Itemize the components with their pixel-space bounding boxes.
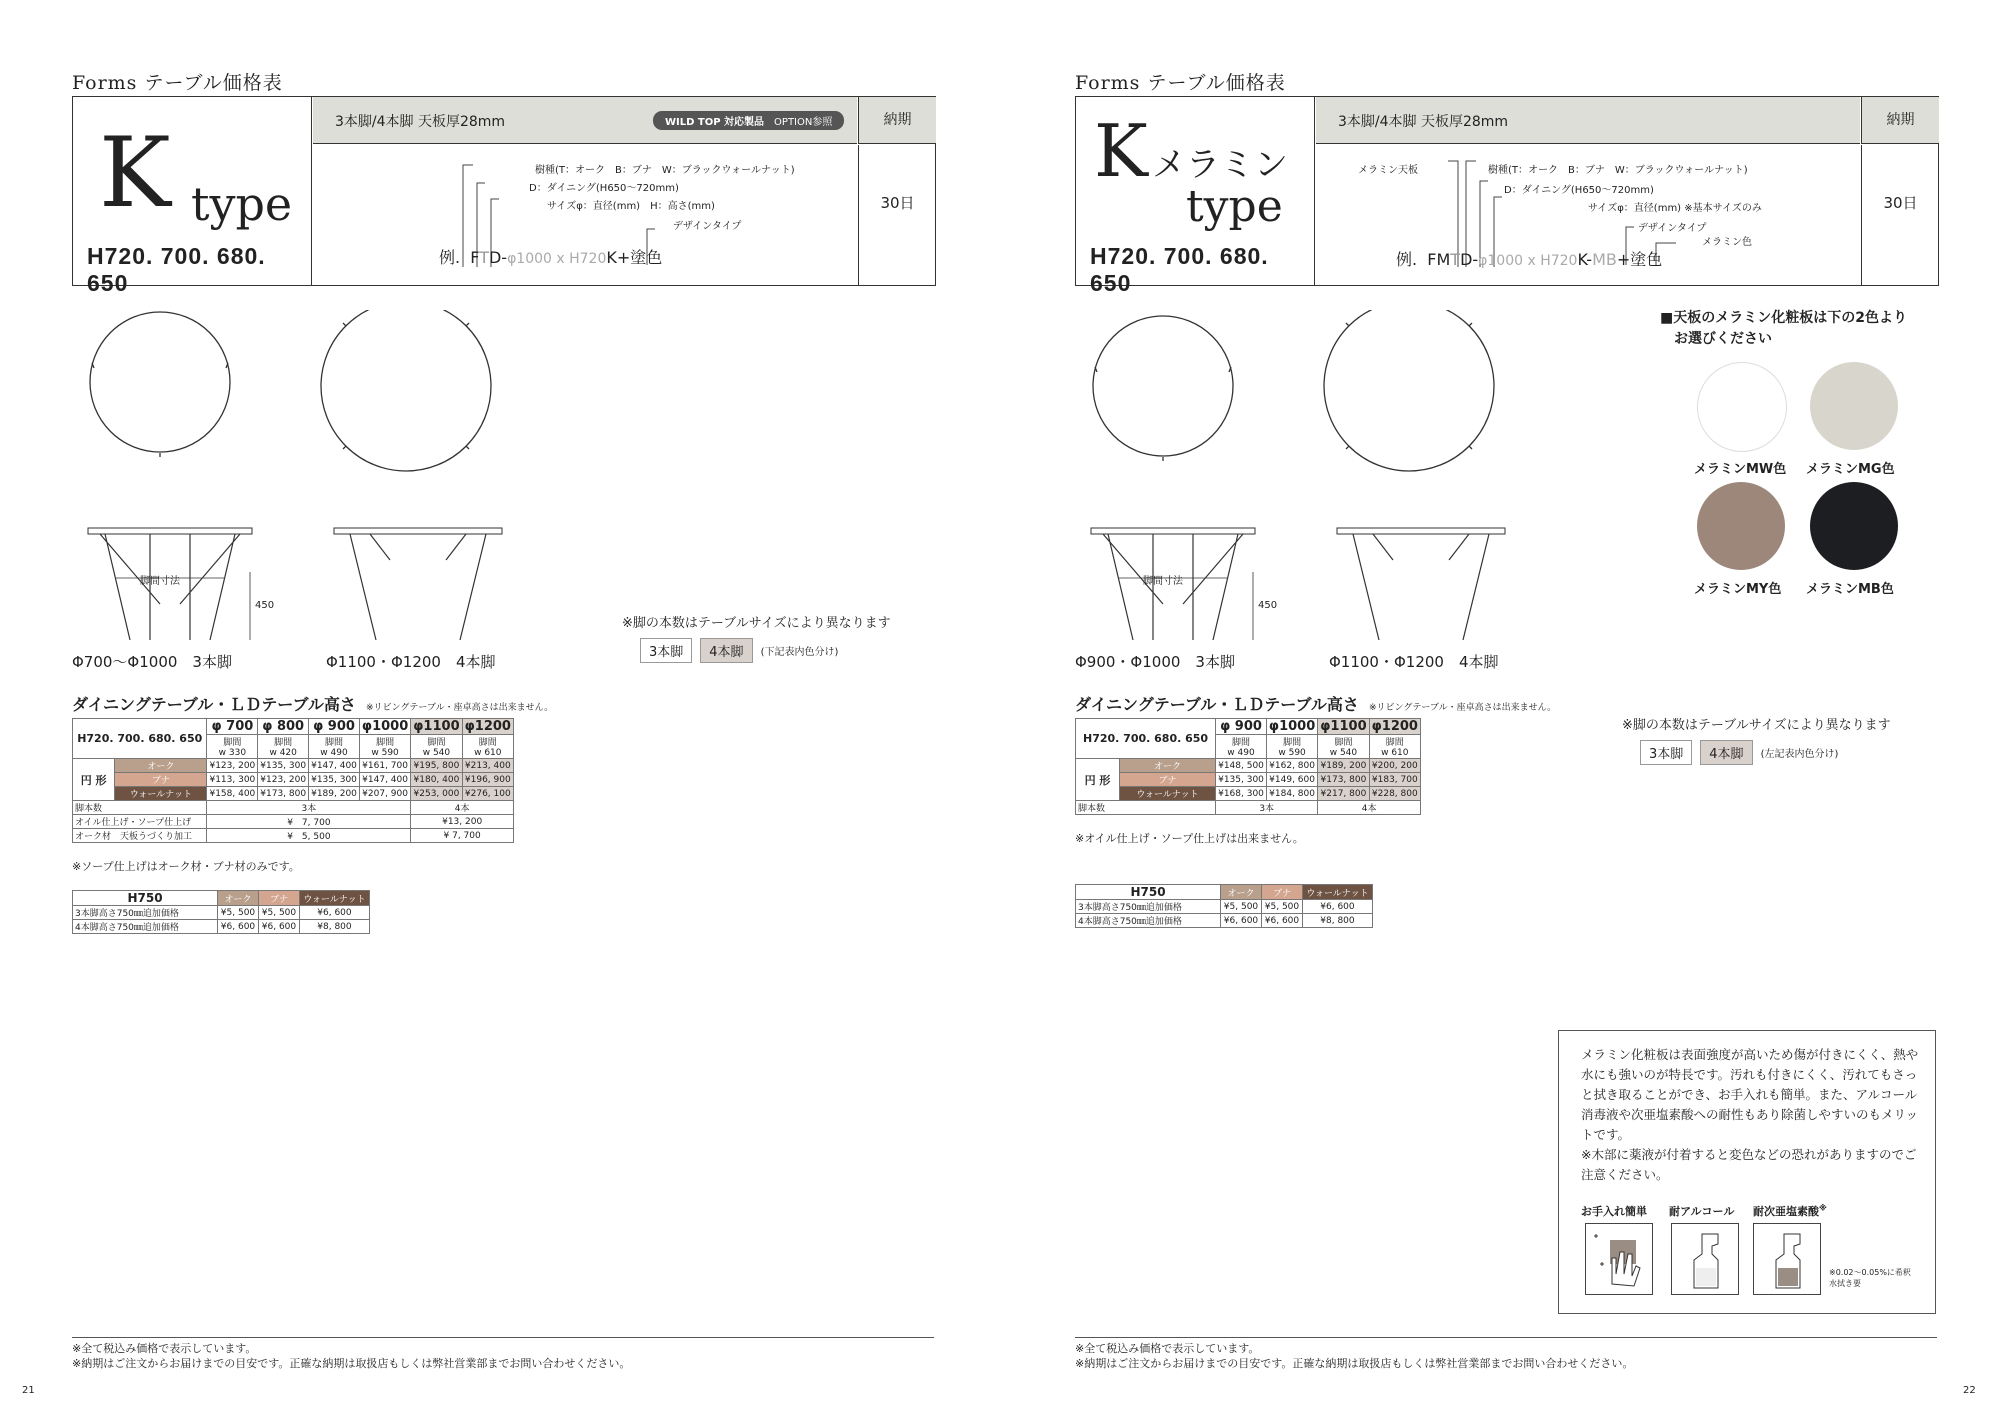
price-cell: ¥161, 700 bbox=[359, 759, 410, 773]
h750-title: H750 bbox=[1076, 885, 1221, 900]
size-header: φ1000 bbox=[1266, 719, 1317, 735]
height-list: H720. 700. 680. 650 bbox=[87, 243, 266, 296]
size-header: φ 700 bbox=[207, 719, 258, 735]
price-cell: ¥196, 900 bbox=[462, 773, 513, 787]
code-note-design: デザインタイプ bbox=[673, 221, 742, 232]
top-view-large bbox=[321, 310, 491, 471]
price-cell: ¥213, 400 bbox=[462, 759, 513, 773]
oil-label: オイル仕上げ・ソープ仕上げ bbox=[73, 815, 207, 829]
code-example: 例. FMTD-φ1000 x H720K-MB+塗色 bbox=[1396, 250, 1663, 269]
delivery-label: 納期 bbox=[1861, 97, 1939, 144]
wood-walnut: ウォールナット bbox=[1302, 885, 1372, 900]
legs-label: 脚本数 bbox=[73, 801, 207, 815]
code-note-size: サイズφ：直径(mm) ※基本サイズのみ bbox=[1588, 203, 1762, 214]
hypochlorous-spray-icon bbox=[1753, 1223, 1821, 1295]
price-cell: ¥168, 300 bbox=[1216, 787, 1267, 801]
price-cell: ¥135, 300 bbox=[258, 759, 309, 773]
footnotes-left: ※全て税込み価格で表示しています。 ※納期はご注文からお届けまでの目安です。正確な納期は取扱店もしくは弊社営業部までお問い合わせください。 bbox=[72, 1342, 631, 1370]
side-view-4leg bbox=[334, 528, 502, 640]
leg-legend bbox=[640, 638, 838, 663]
top-view-large bbox=[1324, 310, 1494, 471]
spec-bar bbox=[313, 97, 857, 144]
price-table-left bbox=[72, 718, 514, 843]
price-cell: ¥183, 700 bbox=[1369, 773, 1420, 787]
code-note-design: デザインタイプ bbox=[1638, 223, 1707, 234]
leg4-legend: 4本脚 bbox=[1700, 740, 1752, 765]
melamine-info-box bbox=[1558, 1030, 1936, 1314]
leg-count-note: ※脚の本数はテーブルサイズにより異なります bbox=[1622, 718, 1891, 733]
leg-gap-label: 脚間寸法 bbox=[140, 576, 180, 587]
h750-row-label: 4本脚高さ750㎜追加価格 bbox=[1076, 914, 1221, 928]
info-text: メラミン化粧板は表面強度が高いため傷が付きにくく、熱や水にも強いのが特長です。汚れも付きにくく、汚れてもさっと拭き取ることができ、お手入れも簡単。また、アルコール消毒液や次亜塩素酸への耐性もあり除菌しやすいのもメリットです。 ※木部に薬液が付着すると変色などの恐れがありますのでご注意ください。 bbox=[1581, 1047, 1919, 1182]
code-note-size: サイズφ：直径(mm) H：高さ(mm) bbox=[547, 201, 715, 212]
price-cell: ¥200, 200 bbox=[1369, 759, 1420, 773]
footer-rule-right bbox=[1075, 1337, 1937, 1338]
price-cell: ¥123, 200 bbox=[258, 773, 309, 787]
swatch-my bbox=[1697, 482, 1785, 570]
price-cell: ¥162, 800 bbox=[1266, 759, 1317, 773]
swatch-heading: ■天板のメラミン化粧板は下の2色より お選びください bbox=[1660, 310, 1907, 347]
wood-walnut: ウォールナット bbox=[299, 891, 369, 906]
delivery-value: 30日 bbox=[1861, 145, 1939, 285]
melamine-top-label: メラミン天板 bbox=[1358, 165, 1418, 176]
price-cell: ¥173, 800 bbox=[1318, 773, 1369, 787]
price-cell: ¥147, 400 bbox=[359, 773, 410, 787]
size-header: φ1000 bbox=[359, 719, 410, 735]
caption-4leg: Φ1100・Φ1200 4本脚 bbox=[326, 653, 496, 671]
price-cell: ¥276, 100 bbox=[462, 787, 513, 801]
delivery-value: 30日 bbox=[858, 145, 936, 285]
legs-label: 脚本数 bbox=[1076, 801, 1216, 815]
height-list: H720. 700. 680. 650 bbox=[1090, 243, 1269, 296]
leg-gap-cell: 脚間 w 420 bbox=[258, 735, 309, 759]
wood-walnut: ウォールナット bbox=[1120, 787, 1216, 801]
leg-gap-cell: 脚間 w 490 bbox=[309, 735, 360, 759]
price-cell: ¥184, 800 bbox=[1266, 787, 1317, 801]
leg-count-note: ※脚の本数はテーブルサイズにより異なります bbox=[622, 616, 891, 631]
leg4-legend: 4本脚 bbox=[700, 638, 752, 663]
wood-oak: オーク bbox=[1221, 885, 1262, 900]
type-letter: K bbox=[99, 117, 171, 229]
info-label: お手入れ簡単 bbox=[1581, 1205, 1647, 1218]
price-cell: ¥253, 000 bbox=[411, 787, 462, 801]
shape-cell: 円 形 bbox=[1076, 759, 1120, 801]
page-title-right: Forms テーブル価格表 bbox=[1075, 72, 1286, 94]
wild-top-badge: WILD TOP 対応製品 OPTION参照 bbox=[653, 111, 844, 130]
table-heading-left: ダイニングテーブル・ＬＤテーブル高さ ※リビングテーブル・座卓高さは出来ません。 bbox=[72, 695, 554, 714]
swatch-mb bbox=[1810, 482, 1898, 570]
leg-gap-cell: 脚間 w 540 bbox=[1318, 735, 1369, 759]
wood-oak: オーク bbox=[1120, 759, 1216, 773]
top-view-small bbox=[90, 312, 230, 457]
code-note-dining: D：ダイニング(H650〜720mm) bbox=[1504, 185, 1654, 196]
wood-beech: ブナ bbox=[1120, 773, 1216, 787]
swatch-label: メラミンMY色 bbox=[1694, 582, 1782, 597]
price-cell: ¥180, 400 bbox=[411, 773, 462, 787]
price-cell: ¥217, 800 bbox=[1318, 787, 1369, 801]
price-cell: ¥5, 500 bbox=[258, 906, 299, 920]
spec-text: 3本脚/4本脚 天板厚28mm bbox=[1338, 114, 1509, 130]
h750-row-label: 3本脚高さ750㎜追加価格 bbox=[1076, 900, 1221, 914]
size-header: φ1200 bbox=[1369, 719, 1420, 735]
type-word: type bbox=[1186, 181, 1283, 232]
table-corner: H720. 700. 680. 650 bbox=[1076, 719, 1216, 759]
wood-oak: オーク bbox=[115, 759, 207, 773]
wood-oak: オーク bbox=[218, 891, 259, 906]
size-header: φ 900 bbox=[309, 719, 360, 735]
table-drawings-left bbox=[80, 310, 530, 680]
size-header: φ1100 bbox=[411, 719, 462, 735]
price-cell: ¥148, 500 bbox=[1216, 759, 1267, 773]
height-450-label: 450 bbox=[1258, 600, 1278, 611]
caption-3leg: Φ900・Φ1000 3本脚 bbox=[1075, 653, 1235, 671]
type-block bbox=[1076, 97, 1315, 296]
swatch-label: メラミンMG色 bbox=[1806, 462, 1895, 477]
wood-beech: ブナ bbox=[1261, 885, 1302, 900]
footnotes-right: ※全て税込み価格で表示しています。 ※納期はご注文からお届けまでの目安です。正確な納期は取扱店もしくは弊社営業部までお問い合わせください。 bbox=[1075, 1342, 1634, 1370]
info-dilution-note: ※0.02〜0.05%に希釈 水拭き要 bbox=[1829, 1268, 1911, 1288]
price-cell: ¥6, 600 bbox=[1302, 900, 1372, 914]
price-cell: ¥189, 200 bbox=[309, 787, 360, 801]
swatch-label: メラミンMB色 bbox=[1806, 582, 1894, 597]
leg-legend bbox=[1640, 740, 1838, 765]
side-view-4leg bbox=[1337, 528, 1505, 640]
page-number-right: 22 bbox=[1963, 1385, 1976, 1396]
type-kana: メラミン bbox=[1152, 145, 1288, 185]
product-header-left bbox=[72, 96, 936, 296]
size-header: φ1200 bbox=[462, 719, 513, 735]
price-cell: ¥5, 500 bbox=[218, 906, 259, 920]
leg3-legend: 3本脚 bbox=[1640, 740, 1692, 765]
h750-row-label: 4本脚高さ750㎜追加価格 bbox=[73, 920, 218, 934]
table-corner: H720. 700. 680. 650 bbox=[73, 719, 207, 759]
price-cell: ¥8, 800 bbox=[299, 920, 369, 934]
legs-3: 3本 bbox=[207, 801, 411, 815]
h750-table-left bbox=[72, 890, 370, 934]
info-label: 耐アルコール bbox=[1669, 1205, 1735, 1218]
spec-text: 3本脚/4本脚 天板厚28mm bbox=[335, 114, 506, 130]
code-note-dining: D：ダイニング(H650〜720mm) bbox=[529, 183, 679, 194]
price-cell: ¥189, 200 bbox=[1318, 759, 1369, 773]
leg-gap-cell: 脚間 w 610 bbox=[462, 735, 513, 759]
oil-price-3: ¥ 7, 700 bbox=[207, 815, 411, 829]
size-header: φ 800 bbox=[258, 719, 309, 735]
h750-title: H750 bbox=[73, 891, 218, 906]
code-example: 例. FTD-φ1000 x H720K+塗色 bbox=[439, 248, 663, 267]
price-cell: ¥6, 600 bbox=[218, 920, 259, 934]
leg-gap-cell: 脚間 w 590 bbox=[359, 735, 410, 759]
page-number-left: 21 bbox=[22, 1385, 35, 1396]
wood-beech: ブナ bbox=[115, 773, 207, 787]
page-title-left: Forms テーブル価格表 bbox=[72, 72, 283, 94]
type-letter: K bbox=[1094, 109, 1148, 193]
price-cell: ¥135, 300 bbox=[309, 773, 360, 787]
price-cell: ¥8, 800 bbox=[1302, 914, 1372, 928]
price-cell: ¥228, 800 bbox=[1369, 787, 1420, 801]
price-cell: ¥5, 500 bbox=[1261, 900, 1302, 914]
leg-gap-label: 脚間寸法 bbox=[1143, 576, 1183, 587]
leg-gap-cell: 脚間 w 540 bbox=[411, 735, 462, 759]
table-drawings-right bbox=[1083, 310, 1533, 680]
oil-price-4: ¥13, 200 bbox=[411, 815, 514, 829]
price-cell: ¥6, 600 bbox=[299, 906, 369, 920]
h750-table-right bbox=[1075, 884, 1373, 928]
type-block bbox=[73, 97, 312, 296]
leg-legend-note: (左記表内色分け) bbox=[1760, 749, 1839, 760]
alcohol-spray-icon bbox=[1671, 1223, 1739, 1295]
caption-3leg: Φ700〜Φ1000 3本脚 bbox=[72, 653, 232, 671]
oak-finish-4: ¥ 7, 700 bbox=[411, 829, 514, 843]
leg-legend-note: (下記表内色分け) bbox=[760, 647, 839, 658]
swatch-label: メラミンMW色 bbox=[1694, 462, 1787, 477]
size-header: φ1100 bbox=[1318, 719, 1369, 735]
price-cell: ¥6, 600 bbox=[258, 920, 299, 934]
legs-3: 3本 bbox=[1216, 801, 1318, 815]
spec-bar bbox=[1316, 97, 1860, 144]
price-table-right bbox=[1075, 718, 1421, 815]
oak-finish-3: ¥ 5, 500 bbox=[207, 829, 411, 843]
soap-note: ※ソープ仕上げはオーク材・ブナ材のみです。 bbox=[72, 860, 300, 873]
price-cell: ¥149, 600 bbox=[1266, 773, 1317, 787]
wood-walnut: ウォールナット bbox=[115, 787, 207, 801]
price-cell: ¥173, 800 bbox=[258, 787, 309, 801]
table-heading-right: ダイニングテーブル・ＬＤテーブル高さ ※リビングテーブル・座卓高さは出来ません。 bbox=[1075, 695, 1557, 714]
price-cell: ¥147, 400 bbox=[309, 759, 360, 773]
price-cell: ¥123, 200 bbox=[207, 759, 258, 773]
wood-beech: ブナ bbox=[258, 891, 299, 906]
price-cell: ¥6, 600 bbox=[1261, 914, 1302, 928]
legs-4: 4本 bbox=[411, 801, 514, 815]
swatch-mw bbox=[1697, 362, 1787, 452]
price-cell: ¥207, 900 bbox=[359, 787, 410, 801]
caption-4leg: Φ1100・Φ1200 4本脚 bbox=[1329, 653, 1499, 671]
easy-care-icon bbox=[1585, 1223, 1653, 1295]
product-header-right bbox=[1075, 96, 1939, 296]
leg3-legend: 3本脚 bbox=[640, 638, 692, 663]
type-word: type bbox=[191, 177, 293, 231]
oil-note: ※オイル仕上げ・ソープ仕上げは出来ません。 bbox=[1075, 832, 1304, 845]
delivery-label: 納期 bbox=[858, 97, 936, 144]
swatch-mg bbox=[1810, 362, 1898, 450]
price-cell: ¥5, 500 bbox=[1221, 900, 1262, 914]
price-cell: ¥195, 800 bbox=[411, 759, 462, 773]
leg-gap-cell: 脚間 w 330 bbox=[207, 735, 258, 759]
info-label: 耐次亜塩素酸※ bbox=[1753, 1203, 1827, 1218]
price-cell: ¥113, 300 bbox=[207, 773, 258, 787]
footer-rule-left bbox=[72, 1337, 934, 1338]
leg-gap-cell: 脚間 w 490 bbox=[1216, 735, 1267, 759]
h750-row-label: 3本脚高さ750㎜追加価格 bbox=[73, 906, 218, 920]
code-note-wood: 樹種(T：オーク B：ブナ W：ブラックウォールナット) bbox=[1488, 165, 1748, 176]
leg-gap-cell: 脚間 w 590 bbox=[1266, 735, 1317, 759]
price-cell: ¥6, 600 bbox=[1221, 914, 1262, 928]
leg-gap-cell: 脚間 w 610 bbox=[1369, 735, 1420, 759]
shape-cell: 円 形 bbox=[73, 759, 115, 801]
code-note-wood: 樹種(T：オーク B：ブナ W：ブラックウォールナット) bbox=[535, 165, 795, 176]
height-450-label: 450 bbox=[255, 600, 275, 611]
legs-4: 4本 bbox=[1318, 801, 1421, 815]
price-cell: ¥135, 300 bbox=[1216, 773, 1267, 787]
top-view-small bbox=[1093, 316, 1233, 461]
oak-finish-label: オーク材 天板うづくり加工 bbox=[73, 829, 207, 843]
price-cell: ¥158, 400 bbox=[207, 787, 258, 801]
size-header: φ 900 bbox=[1216, 719, 1267, 735]
code-note-color: メラミン色 bbox=[1702, 237, 1752, 248]
